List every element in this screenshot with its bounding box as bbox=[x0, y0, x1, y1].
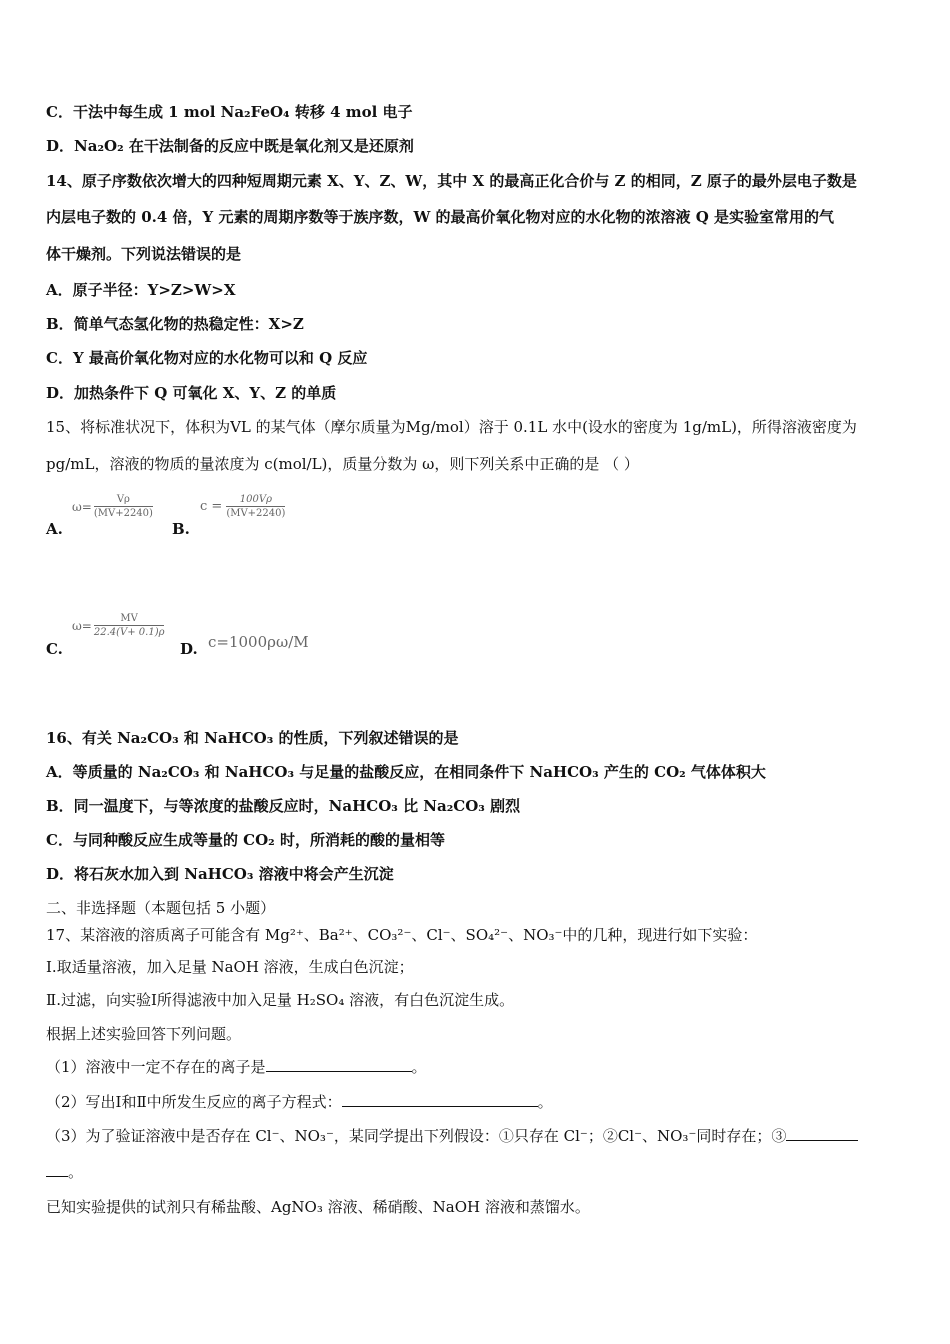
answer-blank-3b[interactable] bbox=[46, 1162, 68, 1177]
q16-option-c: C．与同种酸反应生成等量的 CO₂ 时，所消耗的酸的量相等 bbox=[46, 831, 445, 849]
q17-part-1-text: （1）溶液中一定不存在的离子是 bbox=[46, 1058, 266, 1076]
q17-experiment-2: Ⅱ.过滤，向实验Ⅰ所得滤液中加入足量 H₂SO₄ 溶液，有白色沉淀生成。 bbox=[46, 991, 515, 1009]
q13-option-d: D．Na₂O₂ 在干法制备的反应中既是氧化剂又是还原剂 bbox=[46, 137, 414, 155]
q15-option-d-formula: c=1000ρω/M bbox=[208, 633, 309, 651]
formula-denominator: (MV+2240) bbox=[93, 508, 153, 519]
formula-lhs: c = bbox=[200, 499, 223, 514]
formula-denominator: (MV+2240) bbox=[226, 508, 286, 519]
q15-option-a-formula bbox=[72, 494, 153, 519]
q16-stem: 16、有关 Na₂CO₃ 和 NaHCO₃ 的性质，下列叙述错误的是 bbox=[46, 729, 459, 747]
q15-option-b-label: B. bbox=[172, 520, 190, 538]
q17-part-3-text: （3）为了验证溶液中是否存在 Cl⁻、NO₃⁻，某同学提出下列假设：①只存在 Cl⁻；②Cl⁻、NO₃⁻同时存在；③ bbox=[46, 1127, 787, 1145]
q17-part-3 bbox=[46, 1126, 858, 1146]
q14-stem-line1: 14、原子序数依次增大的四种短周期元素 X、Y、Z、W，其中 X 的最高正化合价与 Z 的相同，Z 原子的最外层电子数是 bbox=[46, 172, 857, 190]
q15-option-d-label: D. bbox=[180, 640, 198, 658]
q16-option-a: A．等质量的 Na₂CO₃ 和 NaHCO₃ 与足量的盐酸反应，在相同条件下 NaHCO₃ 产生的 CO₂ 气体体积大 bbox=[46, 763, 766, 781]
q14-option-c: C．Y 最高价氧化物对应的水化物可以和 Q 反应 bbox=[46, 349, 368, 367]
q14-option-a: A．原子半径：Y>Z>W>X bbox=[46, 281, 236, 299]
q13-option-c: C．干法中每生成 1 mol Na₂FeO₄ 转移 4 mol 电子 bbox=[46, 103, 413, 121]
q17-experiment-1: Ⅰ.取适量溶液，加入足量 NaOH 溶液，生成白色沉淀； bbox=[46, 958, 414, 976]
q15-option-b-formula bbox=[200, 494, 285, 519]
q17-intro: 根据上述实验回答下列问题。 bbox=[46, 1025, 242, 1043]
answer-blank-2[interactable] bbox=[342, 1092, 538, 1107]
q16-option-d: D．将石灰水加入到 NaHCO₃ 溶液中将会产生沉淀 bbox=[46, 865, 394, 883]
q17-reagents: 已知实验提供的试剂只有稀盐酸、AgNO₃ 溶液、稀硝酸、NaOH 溶液和蒸馏水。 bbox=[46, 1198, 590, 1216]
q16-option-b: B．同一温度下，与等浓度的盐酸反应时，NaHCO₃ 比 Na₂CO₃ 剧烈 bbox=[46, 797, 521, 815]
q17-part-1 bbox=[46, 1057, 427, 1077]
answer-blank-1[interactable] bbox=[266, 1057, 412, 1072]
formula-denominator: 22.4(V+ 0.1)ρ bbox=[93, 627, 165, 638]
answer-blank-3a[interactable] bbox=[786, 1126, 858, 1141]
q14-stem-line2: 内层电子数的 0.4 倍，Y 元素的周期序数等于族序数，W 的最高价氧化物对应的水化物的浓溶液 Q 是实验室常用的气 bbox=[46, 208, 835, 226]
formula-lhs: ω= bbox=[72, 499, 92, 514]
q15-option-c-formula bbox=[72, 613, 164, 638]
q17-part-1-end: 。 bbox=[411, 1058, 427, 1076]
formula-numerator: Vρ bbox=[94, 494, 153, 507]
q17-stem: 17、某溶液的溶质离子可能含有 Mg²⁺、Ba²⁺、CO₃²⁻、Cl⁻、SO₄²⁻、NO₃⁻中的几种，现进行如下实验： bbox=[46, 926, 758, 944]
q14-option-b: B．简单气态氢化物的热稳定性：X>Z bbox=[46, 315, 304, 333]
q17-part-2 bbox=[46, 1092, 553, 1112]
q17-part-2-end: 。 bbox=[537, 1093, 553, 1111]
q15-stem-line1: 15、将标准状况下，体积为VL 的某气体（摩尔质量为Mg/mol）溶于 0.1L 水中(设水的密度为 1g/mL)，所得溶液密度为 bbox=[46, 418, 857, 436]
q15-option-c-label: C. bbox=[46, 640, 63, 658]
q17-part-3-cont bbox=[46, 1162, 83, 1182]
q14-stem-line3: 体干燥剂。下列说法错误的是 bbox=[46, 245, 242, 263]
formula-numerator: 100Vρ bbox=[226, 494, 285, 507]
formula-lhs: ω= bbox=[72, 618, 92, 633]
q14-option-d: D．加热条件下 Q 可氧化 X、Y、Z 的单质 bbox=[46, 384, 337, 402]
q15-stem-line2: pg/mL，溶液的物质的量浓度为 c(mol/L)，质量分数为 ω，则下列关系中正确的是 （ ） bbox=[46, 455, 639, 473]
formula-numerator: MV bbox=[94, 613, 165, 626]
section-heading: 二、非选择题（本题包括 5 小题） bbox=[46, 899, 276, 917]
q15-option-a-label: A. bbox=[46, 520, 63, 538]
q17-part-2-text: （2）写出Ⅰ和Ⅱ中所发生反应的离子方程式： bbox=[46, 1093, 342, 1111]
q17-part-3-end: 。 bbox=[68, 1163, 84, 1181]
